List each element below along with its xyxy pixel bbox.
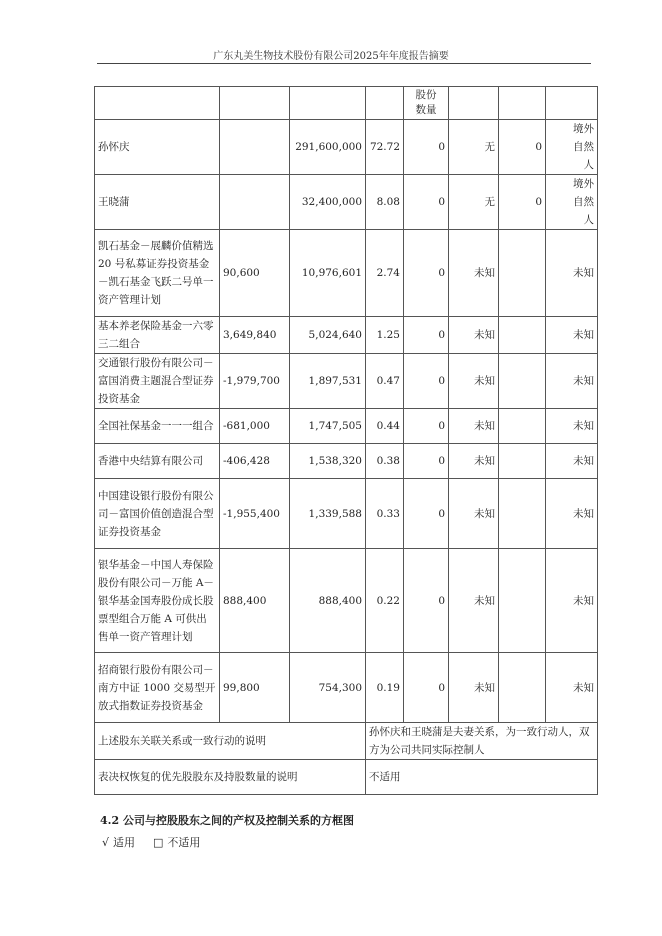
cell-status: 未知	[449, 230, 499, 317]
cell-shares: 291,600,000	[290, 120, 366, 175]
cell-status: 未知	[449, 354, 499, 409]
table-row	[95, 317, 598, 354]
cell-nature: 境外 自然 人	[546, 175, 598, 230]
section-title: 4.2 公司与控股股东之间的产权及控制关系的方框图	[100, 814, 354, 827]
cell-change: 90,600	[220, 230, 290, 317]
cell-shares: 888,400	[290, 549, 366, 653]
cell-nature: 未知	[546, 317, 598, 354]
preferred-label: 表决权恢复的优先股股东及持股数量的说明	[95, 760, 366, 795]
cell-pct: 0.38	[366, 444, 404, 479]
cell-status: 未知	[449, 409, 499, 444]
cell-restricted: 0	[404, 549, 449, 653]
cell-restricted: 0	[404, 653, 449, 723]
cell-name: 香港中央结算有限公司	[95, 444, 220, 479]
cell-change	[220, 175, 290, 230]
cell-change: -406,428	[220, 444, 290, 479]
cell-status: 未知	[449, 444, 499, 479]
cell-restricted: 0	[404, 354, 449, 409]
page-header: 广东丸美生物技术股份有限公司2025年年度报告摘要	[213, 51, 449, 62]
cell-name: 中国建设银行股份有限公司－富国价值创造混合型证券投资基金	[95, 479, 220, 549]
cell-restricted: 0	[404, 230, 449, 317]
header-cell-shares-qty: 股份 数量	[404, 87, 449, 120]
cell-name: 凯石基金－展麟价值精选 20 号私募证券投资基金－凯石基金飞跃二号单一资产管理计划	[95, 230, 220, 317]
cell-status: 未知	[449, 317, 499, 354]
cell-nature: 未知	[546, 444, 598, 479]
cell-pct: 1.25	[366, 317, 404, 354]
cell-pct: 0.22	[366, 549, 404, 653]
cell-qty	[499, 409, 546, 444]
cell-restricted: 0	[404, 444, 449, 479]
cell-change: -681,000	[220, 409, 290, 444]
cell-shares: 1,538,320	[290, 444, 366, 479]
table-row	[95, 444, 598, 479]
table-row	[95, 120, 598, 175]
cell-pct: 0.47	[366, 354, 404, 409]
cell-nature: 未知	[546, 479, 598, 549]
cell-change: 99,800	[220, 653, 290, 723]
cell-nature: 未知	[546, 549, 598, 653]
cell-name: 交通银行股份有限公司－富国消费主题混合型证券投资基金	[95, 354, 220, 409]
cell-shares: 754,300	[290, 653, 366, 723]
cell-qty	[499, 549, 546, 653]
table-row	[95, 653, 598, 723]
applicable-label: 适用	[113, 836, 136, 849]
applicability-options	[102, 834, 204, 850]
cell-nature: 未知	[546, 230, 598, 317]
cell-status: 未知	[449, 653, 499, 723]
cell-name: 基本养老保险基金一六零三二组合	[95, 317, 220, 354]
preferred-value: 不适用	[366, 760, 598, 795]
cell-pct: 0.19	[366, 653, 404, 723]
cell-restricted: 0	[404, 175, 449, 230]
cell-pct: 72.72	[366, 120, 404, 175]
cell-qty	[499, 479, 546, 549]
cell-shares: 5,024,640	[290, 317, 366, 354]
cell-status: 无	[449, 175, 499, 230]
table-row	[95, 549, 598, 653]
cell-change: 888,400	[220, 549, 290, 653]
cell-shares: 32,400,000	[290, 175, 366, 230]
cell-qty: 0	[499, 120, 546, 175]
cell-qty	[499, 354, 546, 409]
shareholder-table	[94, 86, 598, 795]
not-applicable-label: 不适用	[167, 836, 201, 849]
cell-nature: 未知	[546, 409, 598, 444]
cell-restricted: 0	[404, 317, 449, 354]
cell-pct: 8.08	[366, 175, 404, 230]
cell-name: 招商银行股份有限公司－南方中证 1000 交易型开放式指数证券投资基金	[95, 653, 220, 723]
cell-name: 银华基金－中国人寿保险股份有限公司－万能 A－银华基金国寿股份成长股票型组合万能 A 可供出售单一资产管理计划	[95, 549, 220, 653]
related-row	[95, 723, 598, 760]
header-divider	[97, 63, 591, 64]
cell-qty	[499, 653, 546, 723]
cell-qty	[499, 317, 546, 354]
cell-status: 未知	[449, 549, 499, 653]
table-row	[95, 230, 598, 317]
cell-name: 孙怀庆	[95, 120, 220, 175]
cell-change	[220, 120, 290, 175]
cell-change: -1,955,400	[220, 479, 290, 549]
cell-status: 无	[449, 120, 499, 175]
cell-restricted: 0	[404, 409, 449, 444]
table-row	[95, 409, 598, 444]
cell-name: 全国社保基金一一一组合	[95, 409, 220, 444]
cell-shares: 10,976,601	[290, 230, 366, 317]
cell-restricted: 0	[404, 479, 449, 549]
cell-nature: 未知	[546, 354, 598, 409]
checkbox-icon: □	[153, 836, 164, 849]
cell-qty	[499, 444, 546, 479]
cell-shares: 1,897,531	[290, 354, 366, 409]
table-row	[95, 479, 598, 549]
cell-change: 3,649,840	[220, 317, 290, 354]
related-label: 上述股东关联关系或一致行动的说明	[95, 723, 366, 760]
checked-mark: √	[102, 836, 110, 849]
table-row	[95, 354, 598, 409]
cell-status: 未知	[449, 479, 499, 549]
table-header-row	[95, 87, 598, 120]
cell-pct: 2.74	[366, 230, 404, 317]
table-row	[95, 175, 598, 230]
cell-shares: 1,339,588	[290, 479, 366, 549]
cell-qty	[499, 230, 546, 317]
cell-qty: 0	[499, 175, 546, 230]
cell-nature: 境外 自然 人	[546, 120, 598, 175]
cell-change: -1,979,700	[220, 354, 290, 409]
cell-pct: 0.44	[366, 409, 404, 444]
related-value: 孙怀庆和王晓蒲是夫妻关系，为一致行动人，双方为公司共同实际控制人	[366, 723, 598, 760]
cell-restricted: 0	[404, 120, 449, 175]
cell-nature: 未知	[546, 653, 598, 723]
cell-shares: 1,747,505	[290, 409, 366, 444]
cell-name: 王晓蒲	[95, 175, 220, 230]
cell-pct: 0.33	[366, 479, 404, 549]
preferred-row	[95, 760, 598, 795]
